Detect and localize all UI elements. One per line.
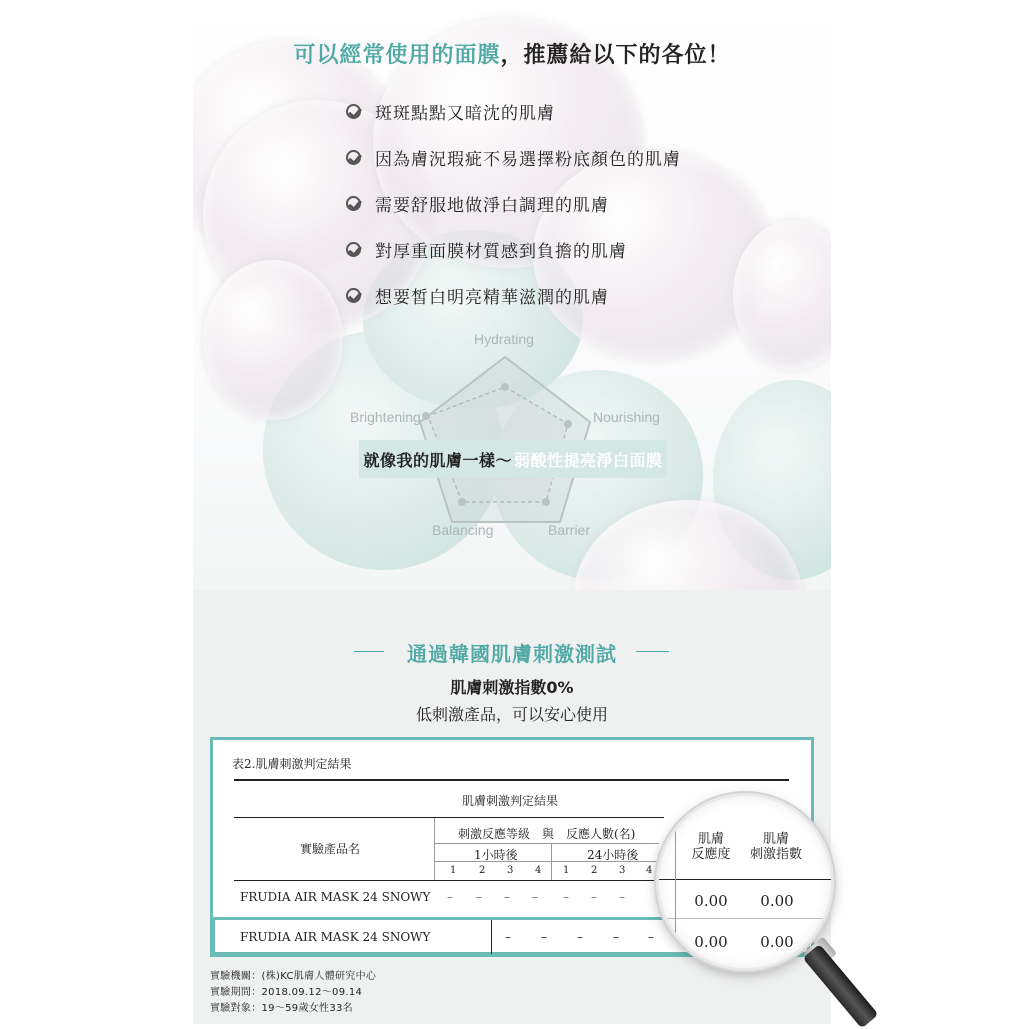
response-value: 0.00 bbox=[694, 933, 728, 951]
table-header-title: 肌膚刺激判定結果 bbox=[462, 794, 559, 808]
column-index-line: 肌膚 bbox=[762, 832, 789, 847]
table-row-product: FRUDIA AIR MASK 24 SNOWY bbox=[240, 930, 431, 944]
table-rule bbox=[234, 817, 664, 818]
magnifier-lens bbox=[656, 793, 834, 971]
grade-label: 1 bbox=[563, 865, 570, 876]
radar-point bbox=[542, 498, 550, 506]
table-row-value: – bbox=[541, 930, 547, 944]
radar-label-balancing: Balancing bbox=[432, 522, 494, 538]
column-response-line: 肌膚 bbox=[697, 832, 724, 847]
grade-label: 4 bbox=[646, 865, 653, 876]
table-row-value: – bbox=[505, 930, 511, 944]
radar-label-nourishing: Nourishing bbox=[593, 409, 660, 425]
index-value: 0.00 bbox=[760, 892, 794, 910]
checklist-text: 對厚重面膜材質感到負擔的肌膚 bbox=[375, 241, 627, 262]
table-row-value: – bbox=[591, 890, 597, 904]
checklist-text: 斑斑點點又暗沈的肌膚 bbox=[375, 103, 555, 124]
grade-label: 3 bbox=[619, 865, 626, 876]
section-title: 通過韓國肌膚刺激測試 bbox=[407, 642, 617, 666]
footnote-institution: 實驗機關：(株)KC肌膚人體研究中心 bbox=[210, 971, 377, 982]
table-rule bbox=[434, 843, 659, 844]
table-row-product: FRUDIA AIR MASK 24 SNOWY bbox=[240, 890, 431, 904]
radar-point bbox=[564, 420, 572, 428]
table-row-value: – bbox=[577, 930, 583, 944]
table-row-value: – bbox=[563, 890, 569, 904]
checklist-text: 因為膚況瑕疵不易選擇粉底顏色的肌膚 bbox=[375, 149, 681, 170]
radar-label-hydrating: Hydrating bbox=[474, 331, 534, 347]
table-caption: 表2.肌膚刺激判定結果 bbox=[232, 757, 352, 771]
table-row-value: – bbox=[447, 890, 453, 904]
safety-text: 低刺激產品，可以安心使用 bbox=[415, 705, 608, 724]
banner-accent: 弱酸性提亮淨白面膜 bbox=[514, 450, 663, 470]
product-banner bbox=[359, 440, 667, 478]
index-value: 0.00 bbox=[760, 933, 794, 951]
table-rule bbox=[434, 818, 435, 880]
table-rule bbox=[234, 779, 789, 781]
grade-label: 2 bbox=[591, 865, 598, 876]
headline-accent: 可以經常使用的面膜 bbox=[293, 43, 501, 68]
column-product-header: 實驗產品名 bbox=[300, 842, 361, 856]
table-rule bbox=[659, 918, 831, 919]
table-row-value: – bbox=[619, 890, 625, 904]
table-row-value: – bbox=[476, 890, 482, 904]
footnote-subjects: 實驗對象：19～59歲女性33名 bbox=[210, 1003, 353, 1014]
table-row-value: – bbox=[613, 930, 619, 944]
banner-text: 就像我的肌膚一樣～ bbox=[363, 450, 512, 470]
grade-label: 1 bbox=[450, 865, 457, 876]
column-index-header bbox=[743, 832, 809, 862]
radar-point bbox=[501, 383, 509, 391]
table-row-value: – bbox=[648, 930, 654, 944]
table-rule bbox=[659, 879, 831, 880]
table-rule bbox=[491, 920, 492, 954]
radar-label-barrier: Barrier bbox=[548, 522, 591, 538]
column-index-line: 刺激指數 bbox=[749, 847, 802, 862]
table-rule bbox=[551, 843, 552, 880]
table-rule bbox=[234, 880, 664, 881]
grade-label: 2 bbox=[479, 865, 486, 876]
table-rule bbox=[675, 826, 676, 961]
radar-label-brightening: Brightening bbox=[350, 409, 421, 425]
checklist-text: 需要舒服地做淨白調理的肌膚 bbox=[375, 195, 609, 216]
headline-rest: ，推薦給以下的各位！ bbox=[500, 43, 731, 68]
grade-label: 4 bbox=[535, 865, 542, 876]
table-row-value: – bbox=[532, 890, 538, 904]
table-row-value: – bbox=[504, 890, 510, 904]
column-reaction-header: 刺激反應等級 與 反應人數(名) bbox=[458, 827, 636, 841]
footnote-period: 實驗期間：2018.09.12～09.14 bbox=[210, 987, 363, 998]
column-24h-header: 24小時後 bbox=[587, 848, 639, 862]
radar-point bbox=[458, 498, 466, 506]
column-response-line: 反應度 bbox=[691, 847, 731, 862]
grade-label: 3 bbox=[507, 865, 514, 876]
column-1h-header: 1小時後 bbox=[474, 848, 518, 862]
column-response-header bbox=[681, 832, 741, 862]
checklist-text: 想要皙白明亮精華滋潤的肌膚 bbox=[375, 287, 609, 308]
irritation-index-text: 肌膚刺激指數0% bbox=[450, 678, 574, 697]
radar-point bbox=[422, 412, 430, 420]
response-value: 0.00 bbox=[694, 892, 728, 910]
